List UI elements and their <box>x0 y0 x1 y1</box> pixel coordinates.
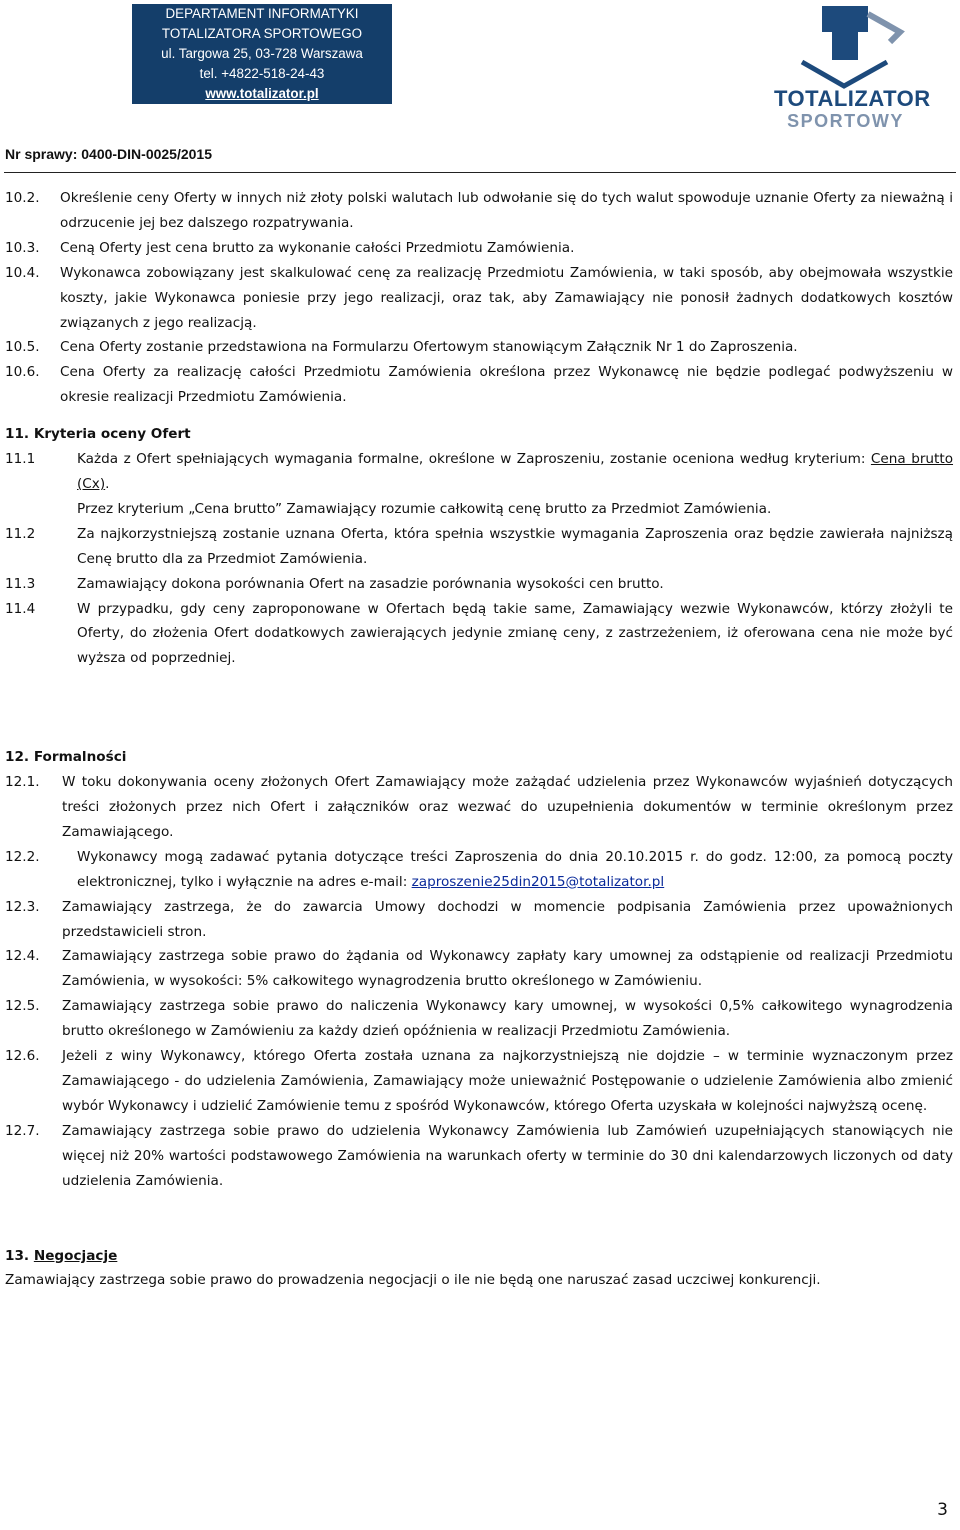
section-13-heading <box>5 1244 953 1269</box>
paragraph-12-7 <box>5 1119 953 1194</box>
paragraph-number: 12.3. <box>5 898 40 915</box>
paragraph-text: Zamawiający zastrzega, że do zawarcia Umowy dochodzi w momencie podpisania Zamówienia przez upoważnionych przedstawicieli stron. <box>62 898 953 940</box>
totalizator-logo <box>772 2 931 132</box>
paragraph-10-5 <box>5 335 953 360</box>
paragraph-number: 11.3 <box>5 575 36 592</box>
paragraph-text: Przez kryterium „Cena brutto” Zamawiający rozumie całkowitą cenę brutto za Przedmiot Zamówienia. <box>77 500 772 517</box>
paragraph-number: 10.3. <box>5 239 40 256</box>
page-number: 3 <box>937 1500 948 1520</box>
section-11-heading: 11. Kryteria oceny Ofert <box>5 426 191 443</box>
paragraph-12-4 <box>5 944 953 994</box>
paragraph-10-6 <box>5 360 953 410</box>
paragraph-text: Określenie ceny Oferty w innych niż złoty polski walutach lub odwołanie się do tych walut spowoduje uznanie Oferty za nieważną i odrzucenie jej bez dalszego rozpatrywania. <box>60 190 953 231</box>
paragraph-number: 12.1. <box>5 774 40 791</box>
paragraph-text: W toku dokonywania oceny złożonych Ofert Zamawiający może zażądać udzielenia przez Wykonawców wyjaśnień dotyczących treści złożonych przez nich Ofert i załączników oraz wezwać do uzupełnienia dokumentów w terminie określonym przez Zamawiającego. <box>62 774 953 840</box>
paragraph-number: 12.4. <box>5 948 40 965</box>
paragraph-number: 10.4. <box>5 264 40 281</box>
paragraph-10-3 <box>5 236 953 261</box>
paragraph-number: 10.5. <box>5 339 40 356</box>
paragraph-text-main: Każda z Ofert spełniających wymagania formalne, określone w Zaproszeniu, zostanie oceniona według kryterium: <box>77 451 871 468</box>
section-12-heading: 12. Formalności <box>5 749 127 766</box>
paragraph-text <box>77 447 953 497</box>
logo-text-sportowy: SPORTOWY <box>787 111 904 131</box>
paragraph-number: 12.6. <box>5 1048 40 1065</box>
paragraph-text: Wykonawca zobowiązany jest skalkulować cenę za realizację Przedmiotu Zamówienia, w taki sposób, aby obejmowała wszystkie koszty, jakie Wykonawca poniesie przy jego realizacji, oraz tak, aby Zamawiający nie ponosił żadnych dodatkowych kosztów związanych z jego realizacją. <box>60 264 953 331</box>
paragraph-11-3 <box>5 572 953 597</box>
header-line-address: ul. Targowa 25, 03-728 Warszawa <box>161 46 363 61</box>
paragraph-text-main: Wykonawcy mogą zadawać pytania dotyczące treści Zaproszenia do dnia 20.10.2015 r. do godz. 12:00, za pomocą poczty elektronicznej, tylko i wyłącznie na adres e-mail: <box>77 848 953 890</box>
paragraph-number: 11.1 <box>5 451 36 468</box>
paragraph-12-1 <box>5 770 953 845</box>
paragraph-number: 12.2. <box>5 848 40 865</box>
logo-text-totalizator: TOTALIZATOR <box>774 86 931 111</box>
header-line-phone: tel. +4822-518-24-43 <box>199 66 325 81</box>
paragraph-text <box>77 845 953 895</box>
paragraph-13: Zamawiający zastrzega sobie prawo do prowadzenia negocjacji o ile nie będą one naruszać zasad uczciwej konkurencji. <box>5 1272 821 1289</box>
section-13-title: Negocjacje <box>33 1247 118 1264</box>
paragraph-text: Zamawiający zastrzega sobie prawo do naliczenia Wykonawcy kary umownej, w wysokości 0,5% całkowitego wynagrodzenia brutto określonego w Zamówieniu za każdy dzień opóźnienia w realizacji Przedmiotu Zamówienia. <box>62 998 953 1040</box>
paragraph-number: 10.6. <box>5 364 40 381</box>
paragraph-11-2 <box>5 522 953 572</box>
paragraph-text: Ceną Oferty jest cena brutto za wykonanie całości Przedmiotu Zamówienia. <box>60 239 575 256</box>
paragraph-12-3 <box>5 895 953 945</box>
paragraph-12-5 <box>5 994 953 1044</box>
header-divider <box>4 172 956 173</box>
paragraph-text: Zamawiający zastrzega sobie prawo do udzielenia Wykonawcy Zamówienia lub Zamówień uzupełniających stanowiących nie więcej niż 20% wartości podstawowego Zamówienia na warunkach oferty w terminie do 30 dni kalendarzowych liczonych od daty udzielenia Zamówienia. <box>62 1122 953 1189</box>
company-address-block <box>132 4 392 104</box>
section-13-number: 13. <box>5 1247 34 1264</box>
criterion-cena-brutto: Cena brutto (Cx) <box>77 451 954 492</box>
paragraph-number: 12.5. <box>5 998 40 1015</box>
paragraph-12-6 <box>5 1044 953 1119</box>
paragraph-number: 12.7. <box>5 1122 40 1139</box>
document-body <box>5 186 953 1293</box>
header-website-link[interactable]: www.totalizator.pl <box>205 86 319 101</box>
paragraph-text: W przypadku, gdy ceny zaproponowane w Ofertach będą takie same, Zamawiający wezwie Wykonawców, którzy złożyli te Oferty, do złożenia Ofert dodatkowych zawierających jedynie zmianę ceny, z zastrzeżeniem, iż oferowana cena nie może być wyższa od poprzedniej. <box>77 600 953 667</box>
paragraph-text: Za najkorzystniejszą zostanie uznana Oferta, która spełnia wszystkie wymagania Zaproszenia oraz będzie zawierała najniższą Cenę brutto dla za Przedmiot Zamówienia. <box>77 525 953 567</box>
header-line-company: TOTALIZATORA SPORTOWEGO <box>161 26 363 41</box>
paragraph-11-1-sub <box>5 497 953 522</box>
paragraph-number: 10.2. <box>5 190 40 206</box>
paragraph-10-2 <box>5 186 953 236</box>
header-line-department: DEPARTAMENT INFORMATYKI <box>165 6 359 21</box>
paragraph-11-1 <box>5 447 953 497</box>
paragraph-text: Cena Oferty zostanie przedstawiona na Formularzu Ofertowym stanowiącym Załącznik Nr 1 do Zaproszenia. <box>60 339 798 356</box>
paragraph-10-4 <box>5 261 953 336</box>
paragraph-text: Jeżeli z winy Wykonawcy, którego Oferta została uznana za najkorzystniejszą nie dojdzie – w terminie wyznaczonym przez Zamawiającego - do udzielenia Zamówienia, Zamawiający może unieważnić Postępowanie o udzielenie Zamówienia albo zmienić wybór Wykonawcy i udzielić Zamówienie temu z spośród Wykonawców, którego Oferta uzyskała w kolejności najwyższą ocenę. <box>62 1048 953 1114</box>
paragraph-12-2 <box>5 845 953 895</box>
paragraph-text: Cena Oferty za realizację całości Przedmiotu Zamówienia określona przez Wykonawcę nie będzie podlegać podwyższeniu w okresie realizacji Przedmiotu Zamówienia. <box>60 364 953 406</box>
logo-mark-icon <box>772 2 917 90</box>
email-link[interactable]: zaproszenie25din2015@totalizator.pl <box>411 873 665 890</box>
paragraph-number: 11.2 <box>5 525 36 542</box>
paragraph-text: Zamawiający zastrzega sobie prawo do żądania od Wykonawcy zapłaty kary umownej za odstąpienie od realizacji Przedmiotu Zamówienia, w wysokości: 5% całkowitego wynagrodzenia brutto określonego w Zamówieniu. <box>62 948 953 990</box>
paragraph-11-4 <box>5 597 953 672</box>
paragraph-number: 11.4 <box>5 600 36 617</box>
paragraph-text-end: . <box>105 475 110 492</box>
case-number: Nr sprawy: 0400-DIN-0025/2015 <box>5 146 213 162</box>
paragraph-text: Zamawiający dokona porównania Ofert na zasadzie porównania wysokości cen brutto. <box>77 575 664 592</box>
